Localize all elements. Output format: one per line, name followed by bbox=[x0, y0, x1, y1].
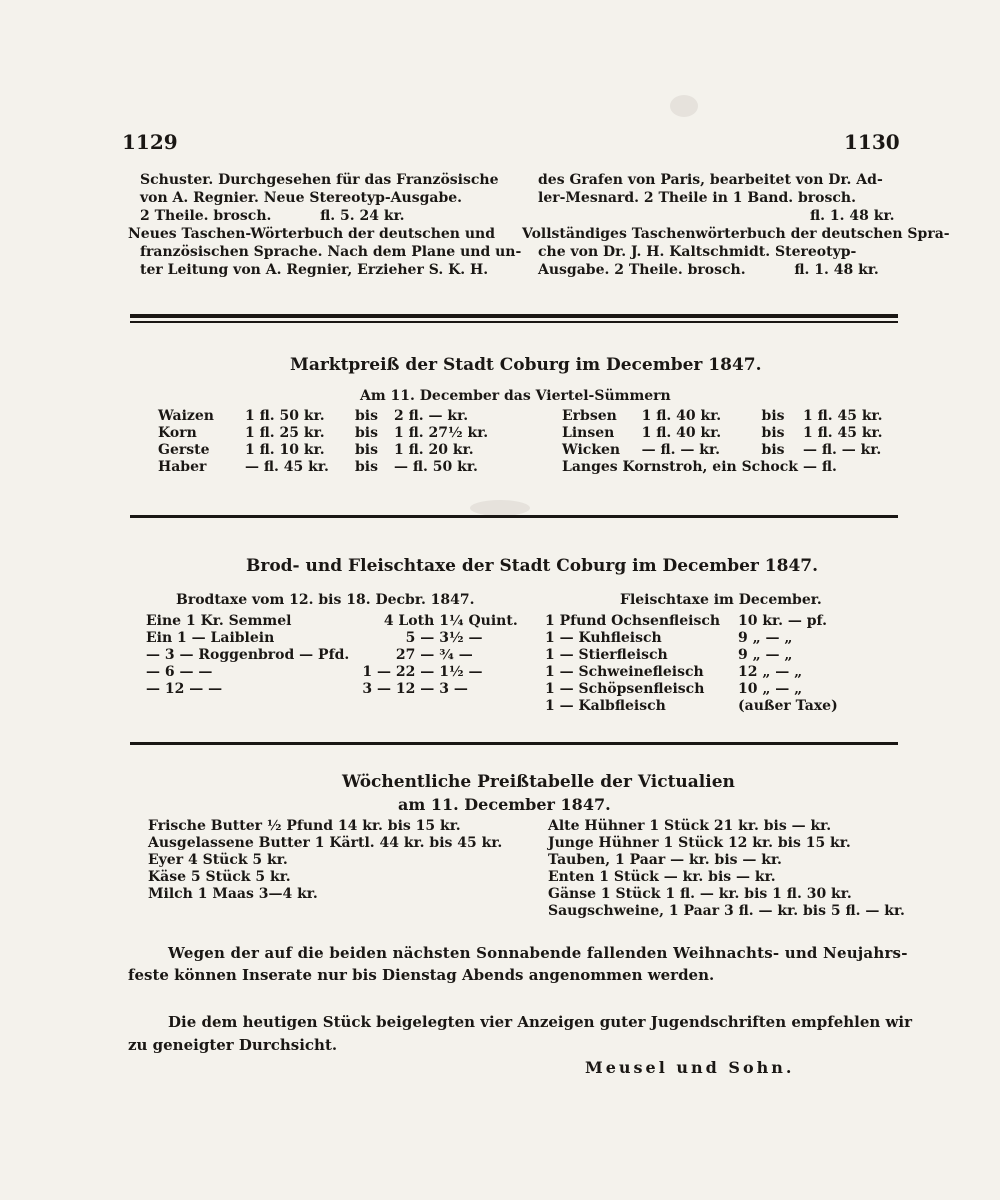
cell: 10 „ — „ bbox=[738, 681, 803, 697]
cell: Langes Kornstroh, ein Schock bbox=[562, 459, 798, 475]
list-item: Ausgelassene Butter 1 Kärtl. 44 kr. bis 45 kr. bbox=[148, 835, 503, 851]
text-line: 2 Theile. brosch. fl. 5. 24 kr. bbox=[140, 208, 405, 224]
table-row bbox=[562, 442, 888, 459]
cell: ¾ — bbox=[439, 647, 473, 663]
cell: 3 — 12 — bbox=[362, 681, 435, 697]
notice-holidays-line1: Wegen der auf die beiden nächsten Sonnabende fallenden Weihnachts- und Neujahrs- bbox=[168, 944, 908, 962]
table-row bbox=[158, 459, 493, 476]
double-rule bbox=[130, 314, 898, 318]
table-row bbox=[545, 698, 843, 715]
list-item: Junge Hühner 1 Stück 12 kr. bis 15 kr. bbox=[548, 835, 851, 851]
cell: 12 „ — „ bbox=[738, 664, 803, 680]
list-item: Saugschweine, 1 Paar 3 fl. — kr. bis 5 fl. — kr. bbox=[548, 903, 905, 919]
text-line: ter Leitung von A. Regnier, Erzieher S. K. H. bbox=[140, 262, 489, 278]
paper-stain bbox=[670, 95, 698, 117]
list-item: Gänse 1 Stück 1 fl. — kr. bis 1 fl. 30 kr. bbox=[548, 886, 852, 902]
section-rule bbox=[130, 515, 898, 518]
fleisch-heading: Fleischtaxe im December. bbox=[620, 592, 822, 608]
signature: Meusel und Sohn. bbox=[585, 1058, 795, 1077]
cell: bis bbox=[355, 442, 378, 458]
cell: Linsen bbox=[562, 425, 615, 441]
cell: bis bbox=[761, 408, 785, 424]
cell: — fl. — kr. bbox=[641, 442, 720, 458]
cell: Waizen bbox=[158, 408, 214, 424]
cell: 1 fl. 20 kr. bbox=[394, 442, 474, 458]
cell: (außer Taxe) bbox=[738, 698, 838, 714]
cell: 2 fl. — kr. bbox=[394, 408, 469, 424]
table-row bbox=[562, 408, 888, 425]
cell: 1 — 22 — bbox=[362, 664, 435, 680]
table-row bbox=[545, 664, 843, 681]
cell: Wicken bbox=[562, 442, 621, 458]
cell: 1 — Kalbfleisch bbox=[545, 698, 666, 714]
cell: 3 — bbox=[439, 681, 468, 697]
text-line: Neues Taschen-Wörterbuch der deutschen und bbox=[128, 226, 495, 242]
paper-stain bbox=[470, 500, 530, 516]
cell: — 6 — — bbox=[146, 664, 213, 680]
cell: 1 fl. 27½ kr. bbox=[394, 425, 489, 441]
brot-heading: Brodtaxe vom 12. bis 18. Decbr. 1847. bbox=[176, 592, 475, 608]
cell: 10 kr. — pf. bbox=[738, 613, 827, 629]
text-line: französischen Sprache. Nach dem Plane und un- bbox=[140, 244, 522, 260]
notice-supplements-line2: zu geneigter Durchsicht. bbox=[128, 1036, 338, 1054]
cell: 1 — Stierfleisch bbox=[545, 647, 668, 663]
page-number-right: 1130 bbox=[844, 130, 900, 154]
text-line: ler-Mesnard. 2 Theile in 1 Band. brosch. bbox=[538, 190, 856, 206]
cell: 1 fl. 45 kr. bbox=[802, 425, 883, 441]
cell: 5 — bbox=[405, 630, 435, 646]
table-row bbox=[158, 425, 493, 442]
table-row bbox=[146, 613, 523, 630]
cell: 1 fl. 25 kr. bbox=[245, 425, 325, 441]
victuals-title: Wöchentliche Preißtabelle der Victualien bbox=[342, 772, 735, 792]
cell: bis bbox=[355, 459, 378, 475]
market-table-left bbox=[158, 408, 493, 476]
cell: 1 fl. 10 kr. bbox=[245, 442, 325, 458]
cell: bis bbox=[355, 408, 378, 424]
fleisch-table bbox=[545, 613, 843, 715]
table-row bbox=[545, 613, 843, 630]
list-item: Enten 1 Stück — kr. bis — kr. bbox=[548, 869, 776, 885]
cell: — fl. — kr. bbox=[802, 442, 882, 458]
victuals-date: am 11. December 1847. bbox=[398, 795, 611, 814]
cell: Ein 1 — Laiblein bbox=[146, 630, 275, 646]
text-line: Ausgabe. 2 Theile. brosch. fl. 1. 48 kr. bbox=[538, 262, 879, 278]
cell: 9 „ — „ bbox=[738, 630, 793, 646]
cell: Korn bbox=[158, 425, 197, 441]
table-row bbox=[158, 442, 493, 459]
text-line: fl. 1. 48 kr. bbox=[810, 208, 895, 224]
list-item: Käse 5 Stück 5 kr. bbox=[148, 869, 291, 885]
cell: Eine 1 Kr. Semmel bbox=[146, 613, 292, 629]
table-row bbox=[545, 630, 843, 647]
cell: 9 „ — „ bbox=[738, 647, 793, 663]
market-subtitle: Am 11. December das Viertel-Sümmern bbox=[360, 388, 671, 404]
cell: 1 Pfund Ochsenfleisch bbox=[545, 613, 721, 629]
list-item: Frische Butter ½ Pfund 14 kr. bis 15 kr. bbox=[148, 818, 461, 834]
cell: 1½ — bbox=[439, 664, 483, 680]
table-row bbox=[146, 647, 523, 664]
text-line: von A. Regnier. Neue Stereotyp-Ausgabe. bbox=[140, 190, 463, 206]
cell: 1 fl. 50 kr. bbox=[245, 408, 325, 424]
text-line: Vollständiges Taschenwörterbuch der deutschen Spra- bbox=[522, 226, 950, 242]
table-row bbox=[146, 630, 523, 647]
cell: — 3 — Roggenbrod — Pfd. bbox=[146, 647, 350, 663]
notice-supplements-line1: Die dem heutigen Stück beigelegten vier Anzeigen guter Jugendschriften empfehlen wir bbox=[168, 1013, 913, 1031]
table-row bbox=[562, 425, 888, 442]
table-row bbox=[158, 408, 493, 425]
table-row bbox=[562, 459, 888, 476]
cell: Erbsen bbox=[562, 408, 617, 424]
brot-table bbox=[146, 613, 523, 698]
list-item: Tauben, 1 Paar — kr. bis — kr. bbox=[548, 852, 782, 868]
section-rule bbox=[130, 742, 898, 745]
cell: — fl. 50 kr. bbox=[394, 459, 478, 475]
market-table-right bbox=[562, 408, 888, 476]
cell: 1 fl. 40 kr. bbox=[641, 408, 722, 424]
cell: 4 Loth bbox=[383, 613, 435, 629]
cell: — fl. 45 kr. bbox=[245, 459, 329, 475]
cell: 3½ — bbox=[439, 630, 483, 646]
table-row bbox=[545, 647, 843, 664]
cell: Haber bbox=[158, 459, 207, 475]
list-item: Milch 1 Maas 3—4 kr. bbox=[148, 886, 318, 902]
cell: — fl. bbox=[802, 459, 837, 475]
cell: Gerste bbox=[158, 442, 210, 458]
text-line: che von Dr. J. H. Kaltschmidt. Stereotyp- bbox=[538, 244, 857, 260]
cell: bis bbox=[761, 442, 785, 458]
cell: 1¼ Quint. bbox=[439, 613, 518, 629]
cell: 1 fl. 40 kr. bbox=[641, 425, 722, 441]
cell: 1 — Schweinefleisch bbox=[545, 664, 704, 680]
cell: 27 — bbox=[395, 647, 435, 663]
market-title: Marktpreiß der Stadt Coburg im December 1847. bbox=[290, 355, 762, 375]
notice-holidays-line2: feste können Inserate nur bis Dienstag Abends angenommen werden. bbox=[128, 966, 715, 984]
text-line: Schuster. Durchgesehen für das Französische bbox=[140, 172, 499, 188]
list-item: Alte Hühner 1 Stück 21 kr. bis — kr. bbox=[548, 818, 832, 834]
cell: bis bbox=[761, 425, 785, 441]
cell: — 12 — — bbox=[146, 681, 223, 697]
table-row bbox=[545, 681, 843, 698]
text-line: des Grafen von Paris, bearbeitet von Dr. Ad- bbox=[538, 172, 883, 188]
bread-title: Brod- und Fleischtaxe der Stadt Coburg im December 1847. bbox=[246, 556, 819, 576]
page-number-left: 1129 bbox=[122, 130, 178, 154]
cell: 1 — Schöpsenfleisch bbox=[545, 681, 705, 697]
table-row bbox=[146, 664, 523, 681]
double-rule bbox=[130, 321, 898, 323]
table-row bbox=[146, 681, 523, 698]
cell: bis bbox=[355, 425, 378, 441]
cell: 1 fl. 45 kr. bbox=[802, 408, 883, 424]
cell: 1 — Kuhfleisch bbox=[545, 630, 662, 646]
list-item: Eyer 4 Stück 5 kr. bbox=[148, 852, 288, 868]
